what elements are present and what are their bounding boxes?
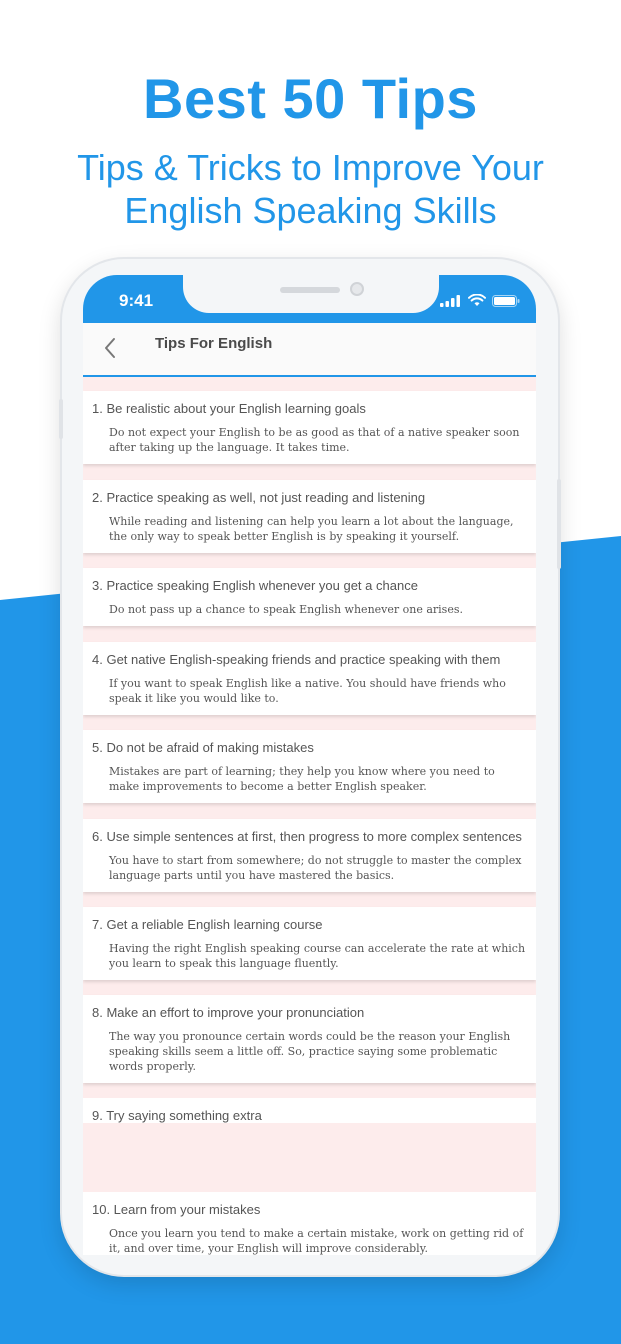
tip-title: 5. Do not be afraid of making mistakes: [92, 740, 314, 755]
status-icons: [440, 293, 520, 307]
promo-headline: Best 50 Tips: [143, 67, 478, 130]
side-button: [59, 399, 63, 439]
status-time: 9:41: [119, 291, 154, 310]
promo-subheadline: [0, 146, 621, 232]
page-title: Tips For English: [155, 335, 273, 352]
tip-title: 3. Practice speaking English whenever you get a chance: [92, 578, 418, 593]
tip-body: While reading and listening can help you learn a lot about the language, the only way to speak better English is by speaking it yourself.: [109, 515, 514, 543]
tip-card[interactable]: [83, 730, 536, 803]
tip-body: If you want to speak English like a native. You should have friends who speak it like you would like to.: [109, 677, 506, 705]
tip-card[interactable]: [83, 995, 536, 1083]
tip-body: Mistakes are part of learning; they help you know where you need to make improvements to become a better English speaker.: [109, 765, 495, 793]
tip-card[interactable]: [83, 642, 536, 715]
signal-icon: [440, 295, 462, 307]
speaker-grille: [280, 287, 340, 293]
tip-body: Do not pass up a chance to speak English whenever one arises.: [109, 603, 463, 616]
chevron-left-icon: [103, 337, 117, 359]
tip-body: Once you learn you tend to make a certain mistake, work on getting rid of it, and over time, your English will improve considerably.: [109, 1227, 524, 1255]
tip-body: Having the right English speaking course can accelerate the rate at which you learn to speak this language fluently.: [109, 942, 526, 970]
tip-title: 6. Use simple sentences at first, then progress to more complex sentences: [92, 829, 522, 844]
tip-body: You have to start from somewhere; do not struggle to master the complex language parts until you have mastered the basics.: [109, 854, 522, 882]
status-bar: [83, 275, 536, 323]
promo-subheadline-line1: Tips & Tricks to Improve Your: [77, 147, 544, 188]
tip-card[interactable]: [83, 1192, 536, 1255]
tip-body: Do not expect your English to be as good as that of a native speaker soon after taking up the language. It takes time.: [109, 426, 520, 454]
tip-title: 10. Learn from your mistakes: [92, 1202, 261, 1217]
tip-title: 9. Try saying something extra: [92, 1108, 262, 1123]
front-camera: [350, 282, 364, 296]
tips-list[interactable]: [83, 377, 536, 1255]
app-screen: [83, 275, 536, 1255]
tip-body: The way you pronounce certain words could be the reason your English speaking skills seem a little off. So, practice saying some problematic words properly.: [109, 1030, 511, 1073]
app-bar: [83, 323, 536, 377]
promo-subheadline-line2: English Speaking Skills: [124, 190, 497, 231]
side-button: [557, 479, 561, 569]
tip-title: 2. Practice speaking as well, not just reading and listening: [92, 490, 426, 505]
phone-notch: [183, 275, 439, 313]
back-button[interactable]: [95, 333, 125, 363]
wifi-icon: [468, 294, 486, 307]
tip-card[interactable]: [83, 391, 536, 464]
tip-title: 7. Get a reliable English learning course: [92, 917, 323, 932]
tip-card[interactable]: [83, 819, 536, 892]
tip-title: 4. Get native English-speaking friends and practice speaking with them: [92, 652, 501, 667]
tip-title: 1. Be realistic about your English learning goals: [92, 401, 366, 416]
battery-icon: [492, 295, 520, 307]
tip-card[interactable]: [83, 480, 536, 553]
tip-card[interactable]: [83, 907, 536, 980]
tip-card[interactable]: [83, 568, 536, 626]
tip-card[interactable]: [83, 1098, 536, 1123]
tip-title: 8. Make an effort to improve your pronunciation: [92, 1005, 365, 1020]
